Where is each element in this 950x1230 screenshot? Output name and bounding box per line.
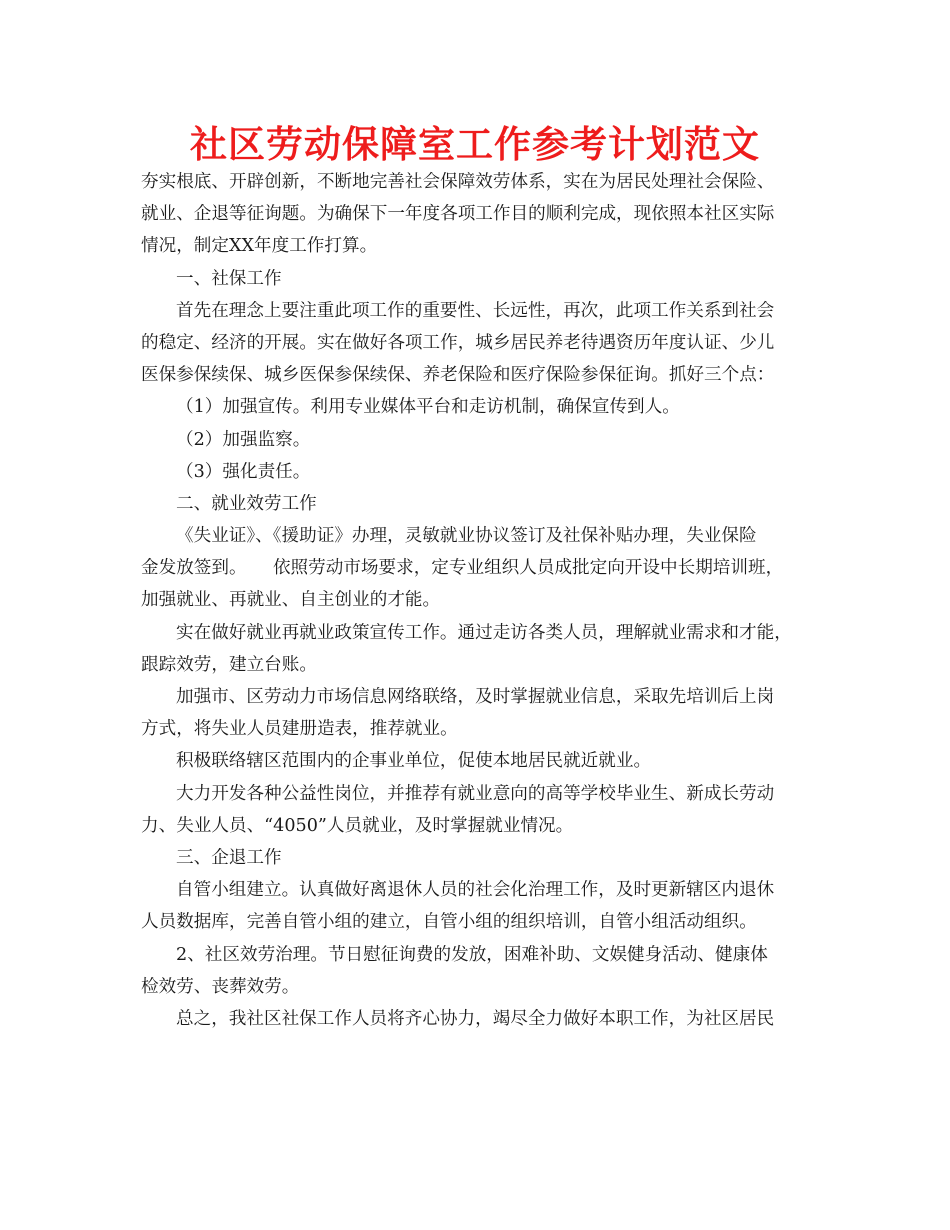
document-body xyxy=(141,166,821,1035)
body-line: 自管小组建立。认真做好离退休人员的社会化治理工作，及时更新辖区内退休 xyxy=(176,880,775,901)
body-line: 方式，将失业人员建册造表，推荐就业。 xyxy=(141,719,458,740)
body-line: 大力开发各种公益性岗位，并推荐有就业意向的高等学校毕业生、新成长劳动 xyxy=(176,783,775,804)
document-title: 社区劳动保障室工作参考计划范文 xyxy=(190,123,760,166)
body-line: 加强市、区劳动力市场信息网络联络，及时掌握就业信息，采取先培训后上岗 xyxy=(176,687,775,707)
body-line: 医保参保续保、城乡医保参保续保、养老保险和医疗保险参保征询。抓好三个点： xyxy=(141,365,775,386)
body-line: 加强就业、再就业、自主创业的才能。 xyxy=(141,590,441,611)
section-heading: 二、就业效劳工作 xyxy=(176,493,317,514)
body-line: 实在做好就业再就业政策宣传工作。通过走访各类人员，理解就业需求和才能， xyxy=(176,622,792,643)
body-line: 的稳定、经济的开展。实在做好各项工作，城乡居民养老待遇资历年度认证、少儿 xyxy=(141,332,775,353)
body-line: 首先在理念上要注重此项工作的重要性、长远性，再次，此项工作关系到社会 xyxy=(176,300,775,321)
body-line: 积极联络辖区范围内的企事业单位，促使本地居民就近就业。 xyxy=(176,751,652,772)
body-line: 就业、企退等征询题。为确保下一年度各项工作目的顺利完成，现依照本社区实际 xyxy=(141,204,775,225)
body-line: 情况，制定XX年度工作打算。 xyxy=(141,236,378,257)
body-line: 人员数据库，完善自管小组的建立，自管小组的组织培训，自管小组活动组织。 xyxy=(141,912,757,933)
section-heading: 三、企退工作 xyxy=(176,847,282,868)
body-line: 力、失业人员、“4050”人员就业，及时掌握就业情况。 xyxy=(141,815,574,836)
body-line: 检效劳、丧葬效劳。 xyxy=(141,976,300,997)
body-line: 总之，我社区社保工作人员将齐心协力，竭尽全力做好本职工作，为社区居民 xyxy=(176,1008,775,1029)
list-item: （1）加强宣传。利用专业媒体平台和走访机制，确保宣传到人。 xyxy=(176,397,680,418)
section-heading: 一、社保工作 xyxy=(176,268,282,289)
list-item: （3）强化责任。 xyxy=(176,461,311,482)
body-line: 金发放签到。 依照劳动市场要求，定专业组织人员成批定向开设中长期培训班， xyxy=(141,558,784,579)
body-line: 夯实根底、开辟创新，不断地完善社会保障效劳体系，实在为居民处理社会保险、 xyxy=(141,172,775,192)
list-item: （2）加强监察。 xyxy=(176,429,311,450)
body-line: 跟踪效劳，建立台账。 xyxy=(141,654,317,675)
body-line: 《失业证》、《援助证》办理，灵敏就业协议签订及社保补贴办理，失业保险 xyxy=(176,526,757,547)
body-line: 2、社区效劳治理。节日慰征询费的发放，困难补助、文娱健身活动、健康体 xyxy=(176,944,768,965)
